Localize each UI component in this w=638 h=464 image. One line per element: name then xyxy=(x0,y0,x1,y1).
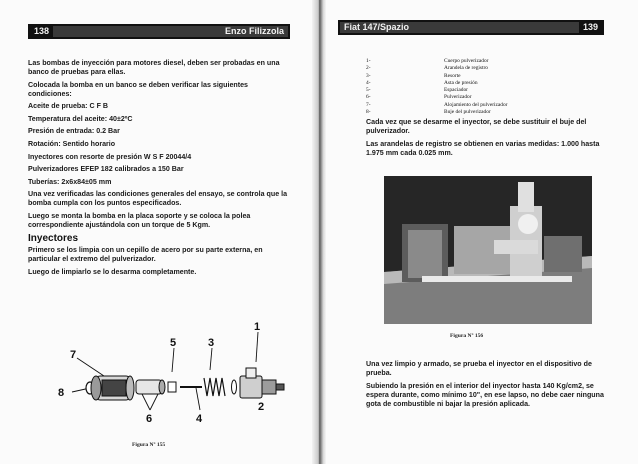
paragraph: Subiendo la presión en el interior del inyector hasta 140 Kg/cm2, se espera durante, como mínimo 10", en ese lapso, no debe caer ninguna gota de combustible ni bajar la presión aplicada. xyxy=(366,381,604,408)
paragraph: Una vez limpio y armado, se prueba el inyector en el dispositivo de prueba. xyxy=(366,360,592,377)
legend-item: 6- Pulverizador xyxy=(366,94,472,101)
injector-exploded-diagram xyxy=(50,318,290,436)
paragraph: Una vez verificadas las condiciones generales del ensayo, se controla que la bomba cumpla con los puntos especificados. xyxy=(28,190,288,208)
right-page-number: 139 xyxy=(579,22,602,33)
callout-5: 5 xyxy=(170,337,177,349)
callout-6: 6 xyxy=(146,413,153,425)
callout-7: 7 xyxy=(70,349,77,361)
paragraph: Colocada la bomba en un banco se deben verificar las siguientes condiciones: xyxy=(28,80,248,98)
legend-item: 7- Alojamiento del pulverizador xyxy=(366,101,508,108)
spec-line: Presión de entrada: 0.2 Bar xyxy=(28,127,120,136)
paragraph: Las bombas de inyección para motores diesel, deben ser probadas en una banco de pruebas para ellas. xyxy=(28,59,280,76)
callout-4: 4 xyxy=(196,413,203,425)
spec-line: Tuberías: 2x6x84±05 mm xyxy=(28,177,112,186)
injector-test-photo xyxy=(384,176,592,324)
figure-156-caption: Figura Nº 156 xyxy=(450,333,484,339)
right-running-header xyxy=(338,20,604,35)
left-page xyxy=(0,0,312,464)
left-page-number: 138 xyxy=(30,26,53,37)
right-running-title: Fiat 147/Spazio xyxy=(344,22,410,32)
spec-line: Temperatura del aceite: 40±2ºC xyxy=(28,114,133,123)
legend-item: 4- Asta de presión xyxy=(366,79,478,86)
paragraph: Cada vez que se desarme el inyector, se debe sustituir el buje del pulverizador. xyxy=(366,118,587,135)
callout-2: 2 xyxy=(258,401,265,413)
callout-3: 3 xyxy=(208,337,215,349)
spec-line: Aceite de prueba: C F B xyxy=(28,102,109,111)
left-running-title: Enzo Filizzola xyxy=(224,26,284,36)
book-gutter xyxy=(312,0,326,464)
right-body-text xyxy=(366,118,614,161)
legend-item: 8- Buje del pulverizador xyxy=(366,109,491,116)
paragraph: Primero se los limpia con un cepillo de acero por su parte externa, en particular el extremo del pulverizador. xyxy=(28,245,263,263)
spec-line: Pulverizadores EFEP 182 calibrados a 150 Bar xyxy=(28,165,184,174)
callout-8: 8 xyxy=(58,387,65,399)
paragraph: Luego se monta la bomba en la placa soporte y se coloca la polea correspondiente ajustándola con un torque de 5 Kgm. xyxy=(28,211,251,229)
callout-1: 1 xyxy=(254,321,261,333)
parts-legend xyxy=(366,58,606,116)
legend-item: 3- Resorte xyxy=(366,72,461,79)
right-page xyxy=(326,0,638,464)
figure-155-caption: Figura Nº 155 xyxy=(132,442,166,448)
left-running-header xyxy=(28,24,290,39)
paragraph: Las arandelas de registro se obtienen en varias medidas: 1.000 hasta 1.975 mm cada 0.025 mm. xyxy=(366,139,600,157)
right-closing-text xyxy=(366,360,614,412)
legend-item: 1- Cuerpo pulverizador xyxy=(366,58,489,64)
spec-line: Rotación: Sentido horario xyxy=(28,139,116,148)
paragraph: Luego de limpiarlo se lo desarma completamente. xyxy=(28,267,197,276)
legend-item: 5- Espaciador xyxy=(366,87,468,94)
left-body-text xyxy=(28,59,290,280)
spec-line: Inyectores con resorte de presión W S F 20044/4 xyxy=(28,152,192,161)
section-heading: Inyectores xyxy=(28,232,79,244)
legend-item: 2- Arandela de registro xyxy=(366,65,489,72)
